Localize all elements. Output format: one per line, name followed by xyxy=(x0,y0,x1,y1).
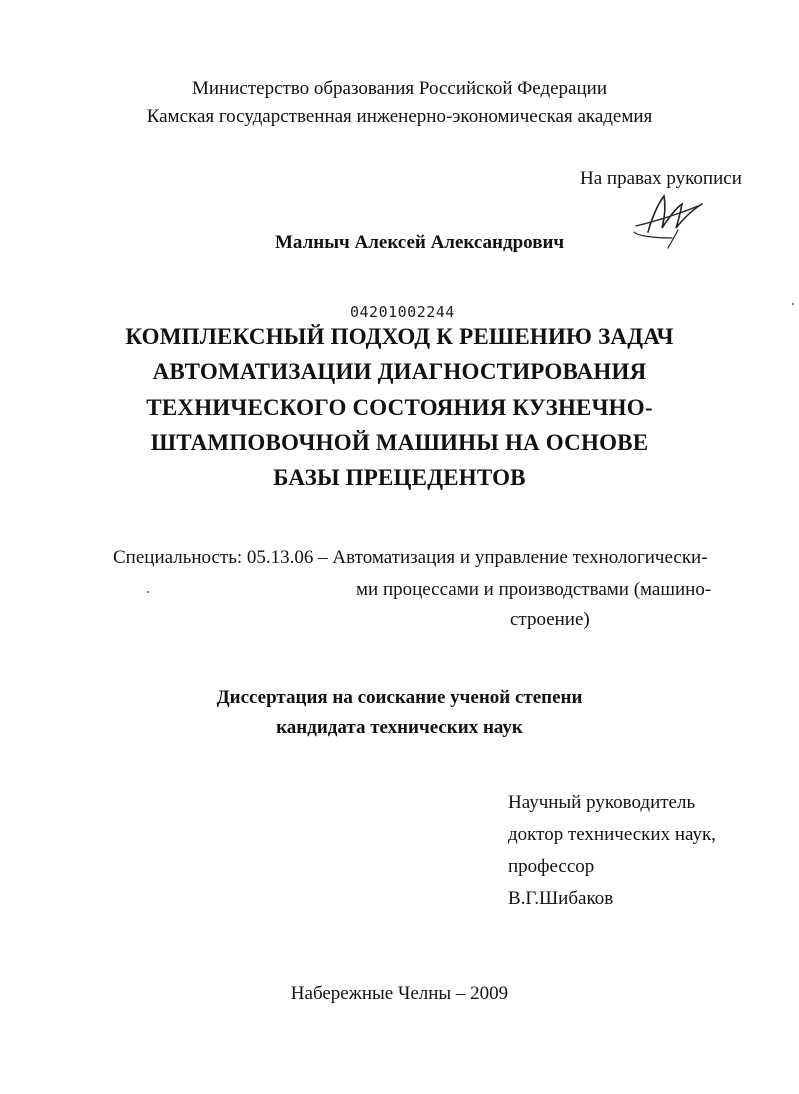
degree-line-2: кандидата технических наук xyxy=(276,717,523,738)
specialty-line-3: строение) xyxy=(510,609,590,630)
manuscript-note: На правах рукописи xyxy=(580,168,742,189)
author-name: Малныч Алексей Александрович xyxy=(275,232,565,253)
supervisor-name: В.Г.Шибаков xyxy=(508,888,614,909)
supervisor-degree: доктор технических наук, xyxy=(508,824,716,845)
catalog-code: 04201002244 xyxy=(350,303,455,321)
place-and-year: Набережные Челны – 2009 xyxy=(290,983,509,1004)
academy-line: Камская государственная инженерно-экономическая академия xyxy=(146,106,653,127)
scan-speck xyxy=(147,591,149,593)
specialty-line-2: ми процессами и производствами (машино- xyxy=(356,579,712,600)
title-line-4: ШТАМПОВОЧНОЙ МАШИНЫ НА ОСНОВЕ xyxy=(150,430,649,455)
title-line-5: БАЗЫ ПРЕЦЕДЕНТОВ xyxy=(273,465,526,490)
title-line-2: АВТОМАТИЗАЦИИ ДИАГНОСТИРОВАНИЯ xyxy=(152,359,647,384)
supervisor-role: Научный руководитель xyxy=(508,792,696,813)
specialty-line-1: Специальность: 05.13.06 – Автоматизация и управление технологически- xyxy=(113,547,708,568)
signature-mark xyxy=(628,178,718,250)
ministry-line: Министерство образования Российской Федерации xyxy=(192,78,607,99)
title-line-1: КОМПЛЕКСНЫЙ ПОДХОД К РЕШЕНИЮ ЗАДАЧ xyxy=(125,324,674,349)
supervisor-title: профессор xyxy=(508,856,595,877)
title-line-3: ТЕХНИЧЕСКОГО СОСТОЯНИЯ КУЗНЕЧНО- xyxy=(146,395,653,420)
scan-speck xyxy=(792,303,794,305)
degree-line-1: Диссертация на соискание ученой степени xyxy=(216,687,583,708)
